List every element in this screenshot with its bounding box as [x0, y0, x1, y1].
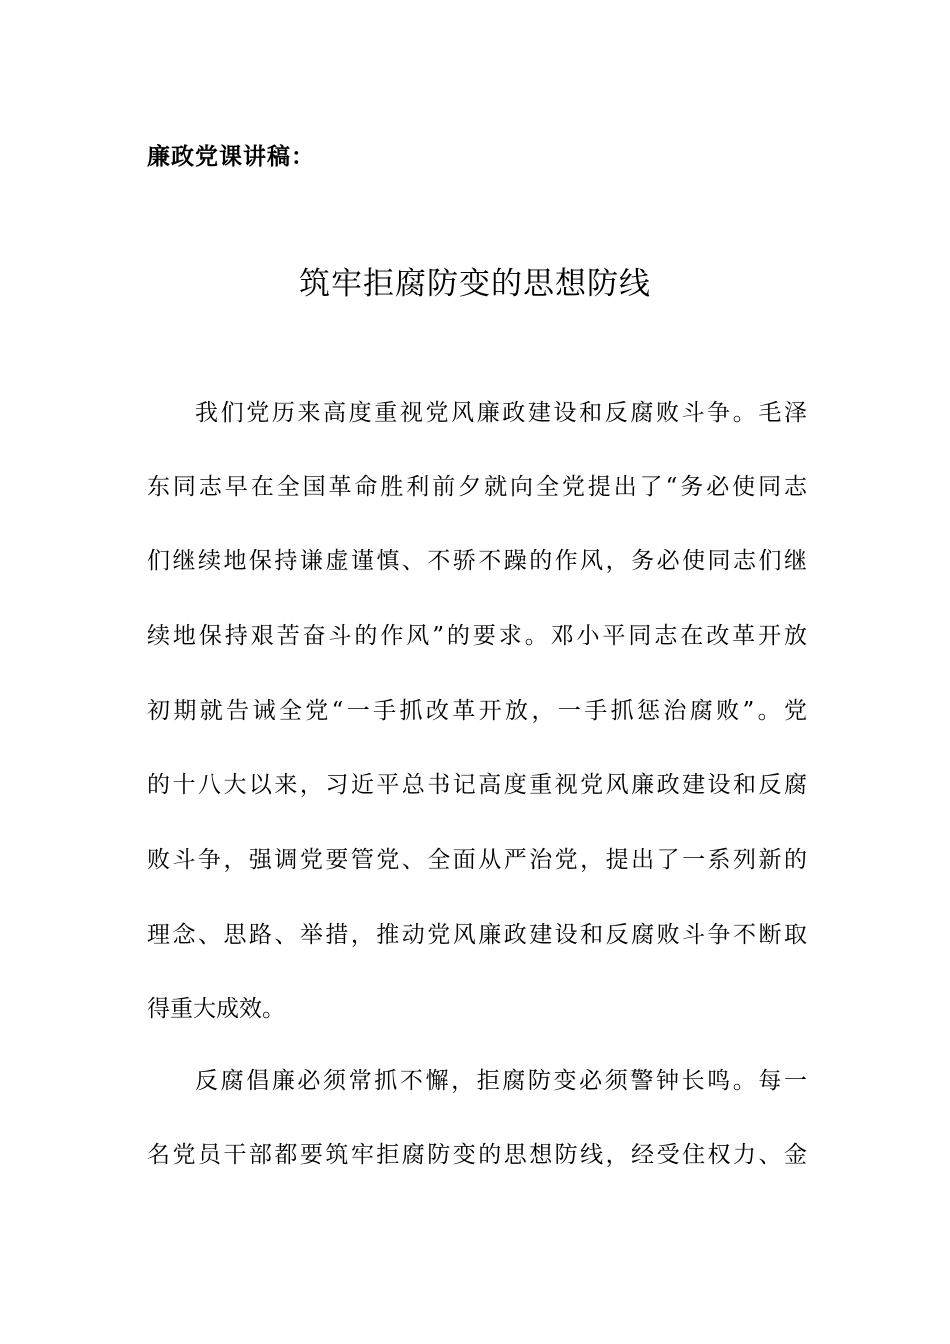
text-line: 初期就告诫全党“一手抓改革开放，一手抓惩治腐败”。党: [147, 698, 807, 724]
text-line: 得重大成效。: [147, 996, 285, 1022]
text-line: 名党员干部都要筑牢拒腐防变的思想防线，经受住权力、金: [147, 1142, 807, 1168]
text-line: 续地保持艰苦奋斗的作风”的要求。邓小平同志在改革开放: [147, 623, 807, 649]
document-label: 廉政党课讲稿：: [147, 143, 315, 170]
text-line: 的十八大以来，习近平总书记高度重视党风廉政建设和反腐: [147, 772, 807, 798]
document-title: 筑牢拒腐防变的思想防线: [299, 266, 651, 302]
text-line: 我们党历来高度重视党风廉政建设和反腐败斗争。毛泽: [195, 400, 807, 426]
text-line: 理念、思路、举措，推动党风廉政建设和反腐败斗争不断取: [147, 922, 807, 948]
text-line: 东同志早在全国革命胜利前夕就向全党提出了“务必使同志: [147, 474, 807, 500]
text-line: 反腐倡廉必须常抓不懈，拒腐防变必须警钟长鸣。每一: [195, 1068, 807, 1094]
text-line: 败斗争，强调党要管党、全面从严治党，提出了一系列新的: [147, 847, 807, 873]
text-line: 们继续地保持谦虚谨慎、不骄不躁的作风，务必使同志们继: [147, 548, 807, 574]
